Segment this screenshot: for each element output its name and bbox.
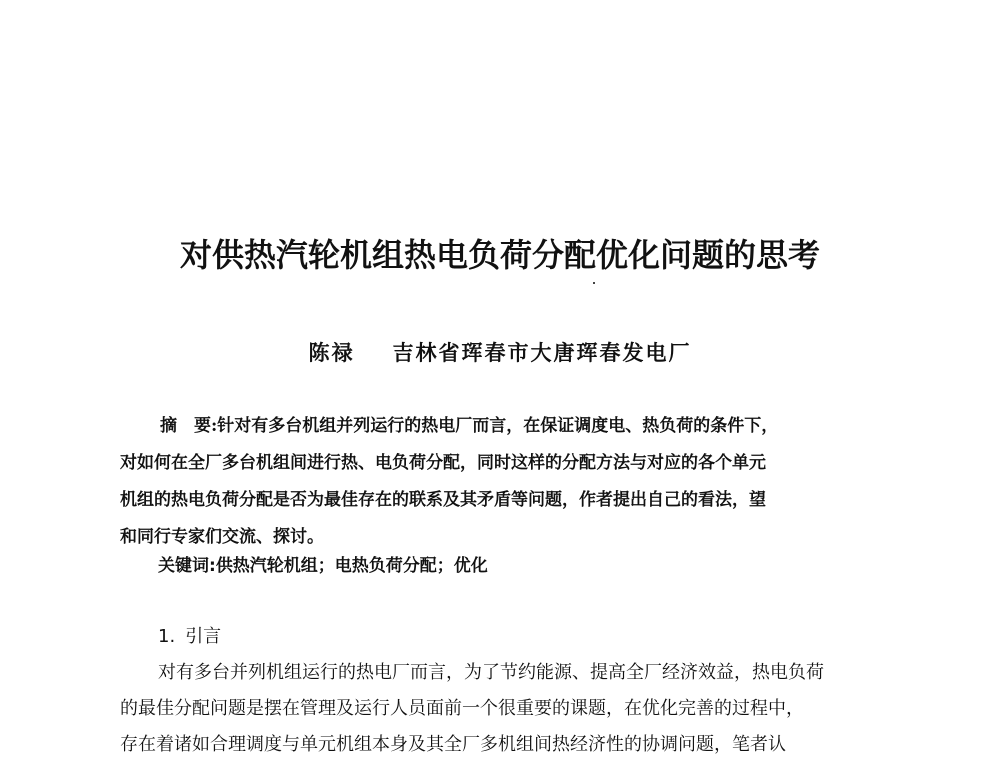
abstract-line: 对如何在全厂多台机组间进行热、电负荷分配，同时这样的分配方法与对应的各个单元	[120, 453, 766, 473]
keywords-label: 关键词:	[158, 556, 216, 576]
author-affiliation: 吉林省珲春市大唐珲春发电厂	[392, 340, 692, 365]
abstract-block	[120, 408, 882, 556]
section-number: 1.	[158, 626, 176, 647]
keywords-line	[158, 551, 488, 576]
body-text	[120, 655, 886, 763]
author-name: 陈禄	[308, 340, 355, 365]
body-line: 的最佳分配问题是摆在管理及运行人员面前一个很重要的课题，在优化完善的过程中，	[120, 698, 804, 719]
body-line: 对有多台并列机组运行的热电厂而言，为了节约能源、提高全厂经济效益，热电负荷	[158, 662, 824, 683]
section-heading	[158, 622, 221, 648]
section-title: 引言	[185, 626, 222, 647]
author-line	[0, 337, 1000, 367]
abstract-line: 机组的热电负荷分配是否为最佳存在的联系及其矛盾等问题，作者提出自己的看法，望	[120, 490, 766, 510]
body-line: 存在着诸如合理调度与单元机组本身及其全厂多机组间热经济性的协调问题，笔者认	[120, 734, 786, 755]
abstract-line	[120, 408, 882, 445]
scan-speck	[593, 282, 595, 284]
keywords-text: 供热汽轮机组；电热负荷分配；优化	[215, 556, 488, 576]
abstract-label: 摘 要:	[160, 416, 218, 436]
abstract-line: 和同行专家们交流、探讨。	[120, 527, 324, 547]
paper-title: 对供热汽轮机组热电负荷分配优化问题的思考	[179, 236, 820, 274]
abstract-text: 针对有多台机组并列运行的热电厂而言，在保证调度电、热负荷的条件下，	[217, 416, 779, 436]
